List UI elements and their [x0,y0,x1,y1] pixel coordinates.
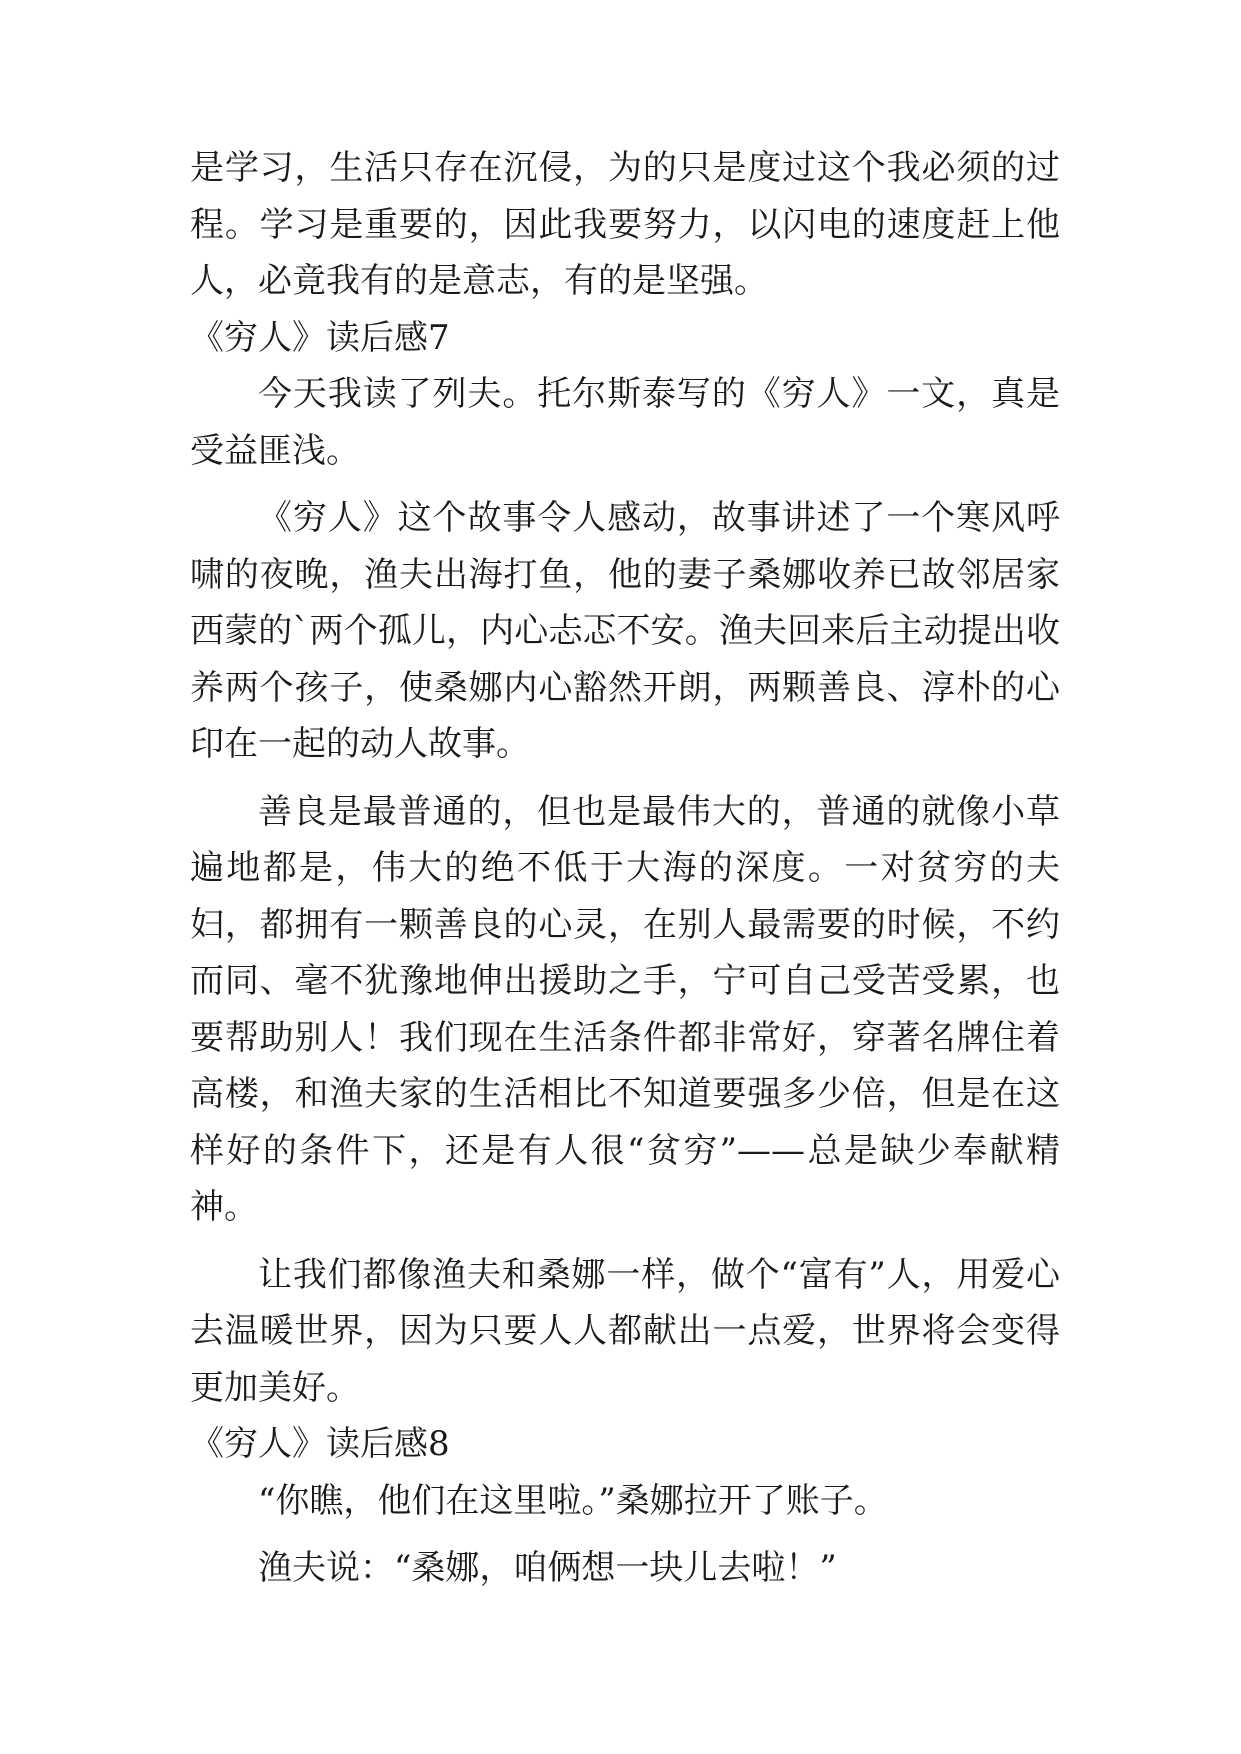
document-page [190,140,1060,1597]
section-heading-7: 《穷人》读后感7 [190,317,450,358]
paragraph: 渔夫说：“桑娜，咱俩想一块儿去啦！” [258,1548,837,1588]
paragraph: “你瞧，他们在这里啦。”桑娜拉开了账子。 [258,1480,888,1521]
continued-paragraph: 是学习，生活只存在沉侵，为的只是度过这个我必须的过程。学习是重要的，因此我要努力，以闪电的速度赶上他人，必竟我有的是意志，有的是坚强。 [190,148,1060,301]
paragraph: 善良是最普通的，但也是最伟大的，普通的就像小草遍地都是，伟大的绝不低于大海的深度。一对贫穷的夫妇，都拥有一颗善良的心灵，在别人最需要的时候，不约而同、毫不犹豫地伸出援助之手，宁可自己受苦受累，也要帮助别人！我们现在生活条件都非常好，穿著名牌住着高楼，和渔夫家的生活相比不知道要强多少倍，但是在这样好的条件下，还是有人很“贫穷”——总是缺少奉献精神。 [190,791,1060,1227]
section-heading-8: 《穷人》读后感8 [190,1424,450,1464]
paragraph: 今天我读了列夫。托尔斯泰写的《穷人》一文，真是受益匪浅。 [190,374,1060,471]
paragraph: 让我们都像渔夫和桑娜一样，做个“富有”人，用爱心去温暖世界，因为只要人人都献出一点爱，世界将会变得更加美好。 [190,1254,1060,1408]
paragraph: 《穷人》这个故事令人感动，故事讲述了一个寒风呼啸的夜晚，渔夫出海打鱼，他的妻子桑娜收养已故邻居家西蒙的`两个孤儿，内心忐忑不安。渔夫回来后主动提出收养两个孩子，使桑娜内心豁然开朗，两颗善良、淳朴的心印在一起的动人故事。 [190,498,1060,764]
